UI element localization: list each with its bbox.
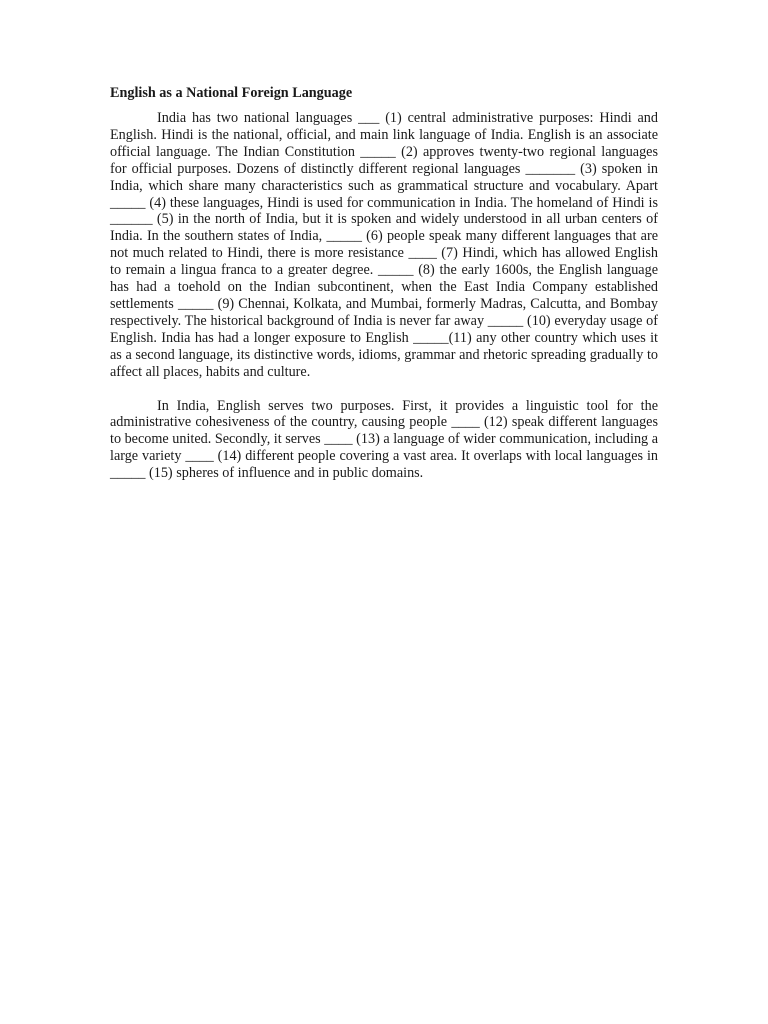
- paragraph-1: India has two national languages ___ (1) central administrative purposes: Hindi and English. Hindi is the national, official, and main link language of India. English is an associate official language. The Indian Constitution _____ (2) approves twenty-two regional languages for official purposes. Dozens of distinctly different regional languages _______ (3) spoken in India, which share many characteristics such as grammatical structure and vocabulary. Apart _____ (4) these languages, Hindi is used for communication in India. The homeland of Hindi is ______ (5) in the north of India, but it is spoken and widely understood in all urban centers of India. In the southern states of India, _____ (6) people speak many different languages that are not much related to Hindi, there is more resistance ____ (7) Hindi, which has allowed English to remain a lingua franca to a greater degree. _____ (8) the early 1600s, the English language has had a toehold on the Indian subcontinent, when the East India Company established settlements _____ (9) Chennai, Kolkata, and Mumbai, formerly Madras, Calcutta, and Bombay respectively. The historical background of India is never far away _____ (10) everyday usage of English. India has had a longer exposure to English _____(11) any other country which uses it as a second language, its distinctive words, idioms, grammar and rhetoric spreading gradually to affect all places, habits and culture.: [110, 110, 658, 380]
- document-title: English as a National Foreign Language: [110, 85, 353, 101]
- paragraph-2: In India, English serves two purposes. First, it provides a linguistic tool for the administrative cohesiveness of the country, causing people ____ (12) speak different languages to become united. Secondly, it serves ____ (13) a language of wider communication, including a large variety ____ (14) different people covering a vast area. It overlaps with local languages in _____ (15) spheres of influence and in public domains.: [110, 397, 658, 482]
- document-body: [110, 85, 658, 482]
